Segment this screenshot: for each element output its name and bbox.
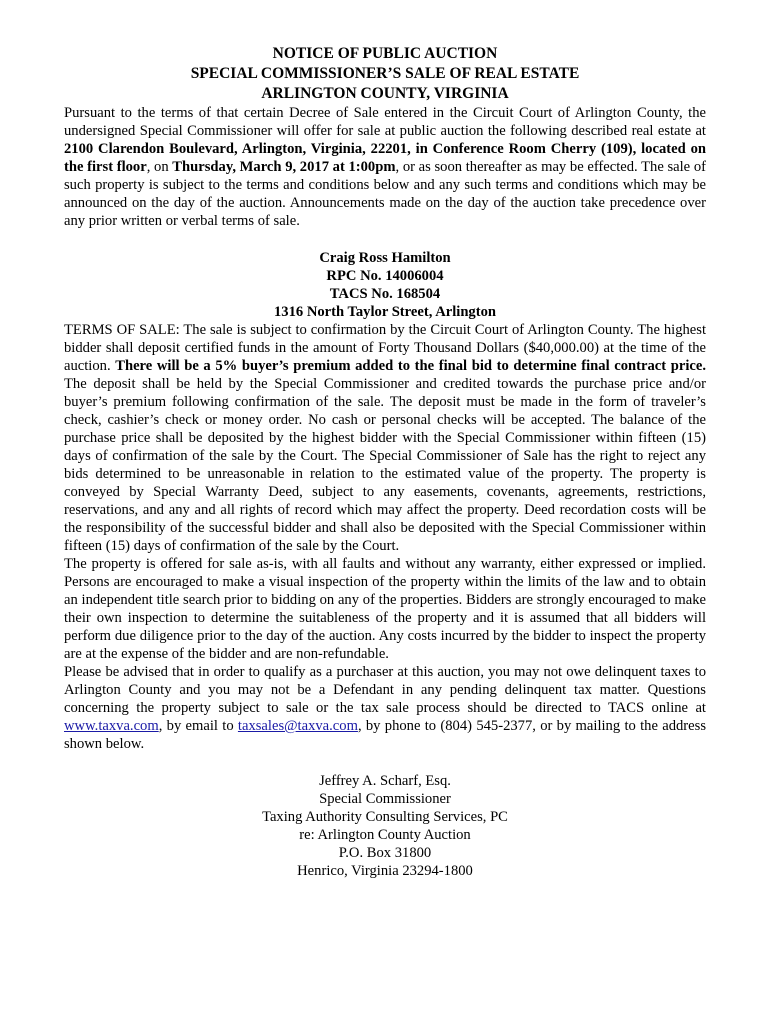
title-line-3: ARLINGTON COUNTY, VIRGINIA <box>261 85 509 102</box>
terms-text-1: TERMS OF SALE: The sale is subject to confirmation by the Circuit Court of Arlington County. The highest bidder shall deposit certified funds in the amount of Forty Thousand Dollars ($40,000.00) at the time of the auction. <box>64 322 706 374</box>
intro-text-3: , or as soon thereafter as may be effected. The sale of such property is subject to the terms and conditions below and any such terms and conditions which may be announced on the day of the auction. Announcements made on the day of the auction take precedence over any prior written or verbal terms of sale. <box>64 159 706 229</box>
signer-name: Jeffrey A. Scharf, Esq. <box>319 773 451 789</box>
auction-location: 2100 Clarendon Boulevard, Arlington, Virginia, 22201, in Conference Room Cherry (109), located on the first floor <box>64 141 706 175</box>
signer-company: Taxing Authority Consulting Services, PC <box>262 809 508 825</box>
property-rpc: RPC No. 14006004 <box>326 268 444 284</box>
email-link[interactable]: taxsales@taxva.com <box>237 718 358 734</box>
advisory-text-3: , by phone to (804) 545-2377, or by mailing to the address shown below. <box>64 718 706 752</box>
advisory-text-1: Please be advised that in order to qualify as a purchaser at this auction, you may not owe delinquent taxes to Arlington County and you may not be a Defendant in any pending delinquent tax matter. Questions concerning the property subject to sale or the tax sale process should be directed to TACS online at <box>64 664 706 716</box>
terms-paragraph <box>64 321 706 555</box>
property-tacs: TACS No. 168504 <box>329 286 441 302</box>
property-block <box>64 249 706 321</box>
notice-title <box>64 44 706 104</box>
website-link[interactable]: www.taxva.com <box>64 718 159 734</box>
terms-text-2: The deposit shall be held by the Special Commissioner and credited towards the purchase price and/or buyer’s premium following confirmation of the sale. The deposit must be made in the form of traveler’s check, cashier’s check or money order. No cash or personal checks will be accepted. The balance of the purchase price shall be deposited by the highest bidder with the Special Commissioner within fifteen (15) days of confirmation of the sale by the Court. The Special Commissioner of Sale has the right to reject any bids determined to be unreasonable in relation to the estimated value of the property. The property is conveyed by Special Warranty Deed, subject to any easements, covenants, agreements, restrictions, reservations, and any and all rights of record which may affect the property. Deed recordation costs will be the responsibility of the successful bidder and shall also be deposited with the Special Commissioner within fifteen (15) days of confirmation of the sale by the Court. <box>64 376 706 554</box>
buyers-premium-note: There will be a 5% buyer’s premium added to the final bid to determine final contract price. <box>115 358 706 374</box>
as-is-paragraph: The property is offered for sale as-is, with all faults and without any warranty, either expressed or implied. Persons are encouraged to make a visual inspection of the property within the limits of the law and to obtain an independent title search prior to bidding on any of the properties. Bidders are strongly encouraged to make their own inspection to determine the suitableness of the property and it is assumed that all bidders will perform due diligence prior to the day of the auction. Any costs incurred by the bidder to inspect the property are at the expense of the bidder and are non-refundable. <box>64 556 706 662</box>
title-line-1: NOTICE OF PUBLIC AUCTION <box>272 45 498 62</box>
signer-po-box: P.O. Box 31800 <box>338 845 432 861</box>
signature-block <box>64 772 706 880</box>
intro-paragraph <box>64 104 706 230</box>
intro-text-2: , on <box>146 159 173 175</box>
signer-reference: re: Arlington County Auction <box>299 827 471 843</box>
auction-datetime: Thursday, March 9, 2017 at 1:00pm <box>172 159 396 175</box>
advisory-paragraph <box>64 663 706 753</box>
signer-city: Henrico, Virginia 23294-1800 <box>297 863 473 879</box>
intro-text-1: Pursuant to the terms of that certain Decree of Sale entered in the Circuit Court of Arlington County, the undersigned Special Commissioner will offer for sale at public auction the following described real estate at <box>64 105 706 139</box>
advisory-text-2: , by email to <box>158 718 238 734</box>
property-owner: Craig Ross Hamilton <box>319 250 451 266</box>
title-line-2: SPECIAL COMMISSIONER’S SALE OF REAL ESTATE <box>190 65 580 82</box>
signer-role: Special Commissioner <box>319 791 451 807</box>
property-address: 1316 North Taylor Street, Arlington <box>273 304 497 320</box>
